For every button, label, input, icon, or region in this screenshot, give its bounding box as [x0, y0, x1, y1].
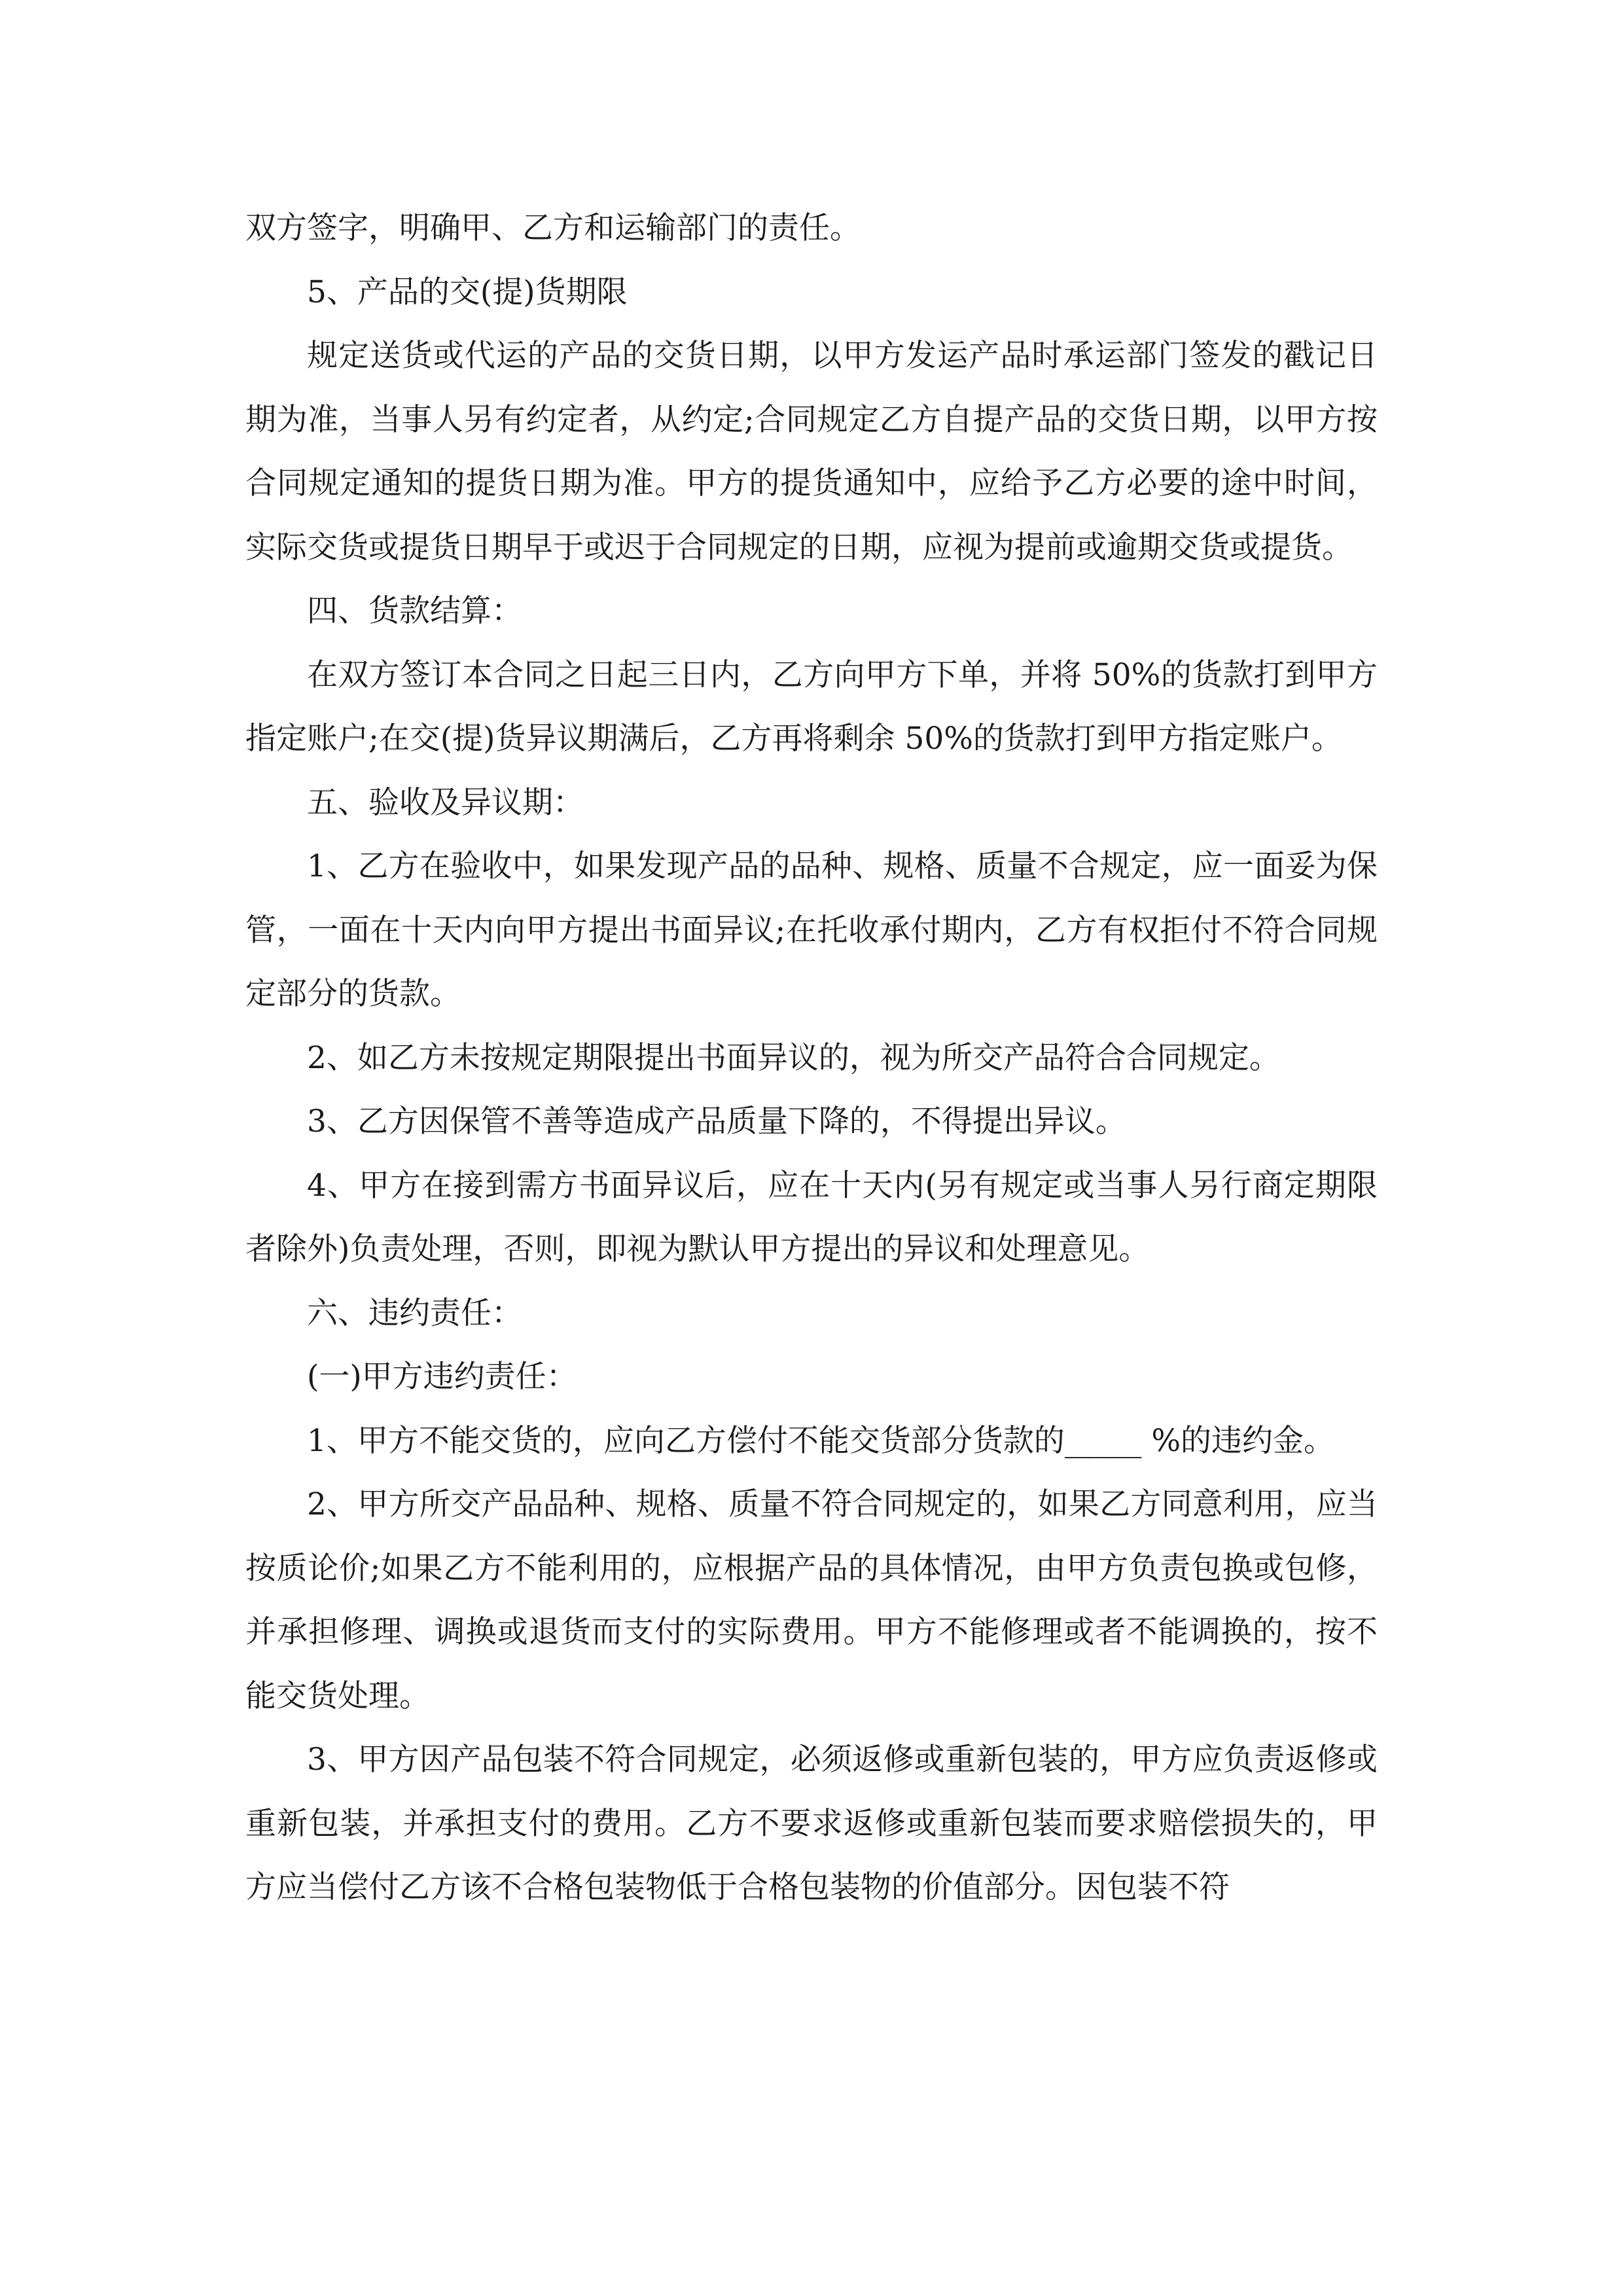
paragraph-15: 3、甲方因产品包装不符合同规定，必须返修或重新包装的，甲方应负责返修或重新包装，并承担支付的费用。乙方不要求返修或重新包装而要求赔偿损失的，甲方应当偿付乙方该不合格包装物低于合格包装物的价值部分。因包装不符: [245, 1742, 1378, 1905]
paragraph-1: 双方签字，明确甲、乙方和运输部门的责任。: [245, 210, 861, 246]
paragraph-12: (一)甲方违约责任：: [307, 1359, 577, 1395]
paragraph-3: 规定送货或代运的产品的交货日期，以甲方发运产品时承运部门签发的戳记日期为准，当事人另有约定者，从约定;合同规定乙方自提产品的交货日期，以甲方按合同规定通知的提货日期为准。甲方的提货通知中，应给予乙方必要的途中时间，实际交货或提货日期早于或迟于合同规定的日期，应视为提前或逾期交货或提货。: [245, 338, 1378, 565]
paragraph-6: 五、验收及异议期：: [307, 784, 584, 821]
document-body: [245, 196, 1378, 1920]
paragraph-7: 1、乙方在验收中，如果发现产品的品种、规格、质量不合规定，应一面妥为保管，一面在十天内向甲方提出书面异议;在托收承付期内，乙方有权拒付不符合同规定部分的货款。: [245, 848, 1378, 1012]
paragraph-2: 5、产品的交(提)货期限: [307, 274, 628, 310]
paragraph-10: 4、甲方在接到需方书面异议后，应在十天内(另有规定或当事人另行商定期限者除外)负责处理，否则，即视为默认甲方提出的异议和处理意见。: [245, 1167, 1378, 1267]
paragraph-8: 2、如乙方未按规定期限提出书面异议的，视为所交产品符合合同规定。: [307, 1039, 1280, 1076]
paragraph-5: 在双方签订本合同之日起三日内，乙方向甲方下单，并将 50%的货款打到甲方指定账户;在交(提)货异议期满后，乙方再将剩余 50%的货款打到甲方指定账户。: [245, 656, 1378, 757]
paragraph-13: 1、甲方不能交货的，应向乙方偿付不能交货部分货款的_____ %的违约金。: [307, 1422, 1335, 1459]
paragraph-4: 四、货款结算：: [307, 593, 522, 629]
paragraph-14: 2、甲方所交产品品种、规格、质量不符合同规定的，如果乙方同意利用，应当按质论价;如果乙方不能利用的，应根据产品的具体情况，由甲方负责包换或包修，并承担修理、调换或退货而支付的实际费用。甲方不能修理或者不能调换的，按不能交货处理。: [245, 1486, 1378, 1714]
paragraph-9: 3、乙方因保管不善等造成产品质量下降的，不得提出异议。: [307, 1103, 1126, 1139]
paragraph-11: 六、违约责任：: [307, 1295, 522, 1331]
